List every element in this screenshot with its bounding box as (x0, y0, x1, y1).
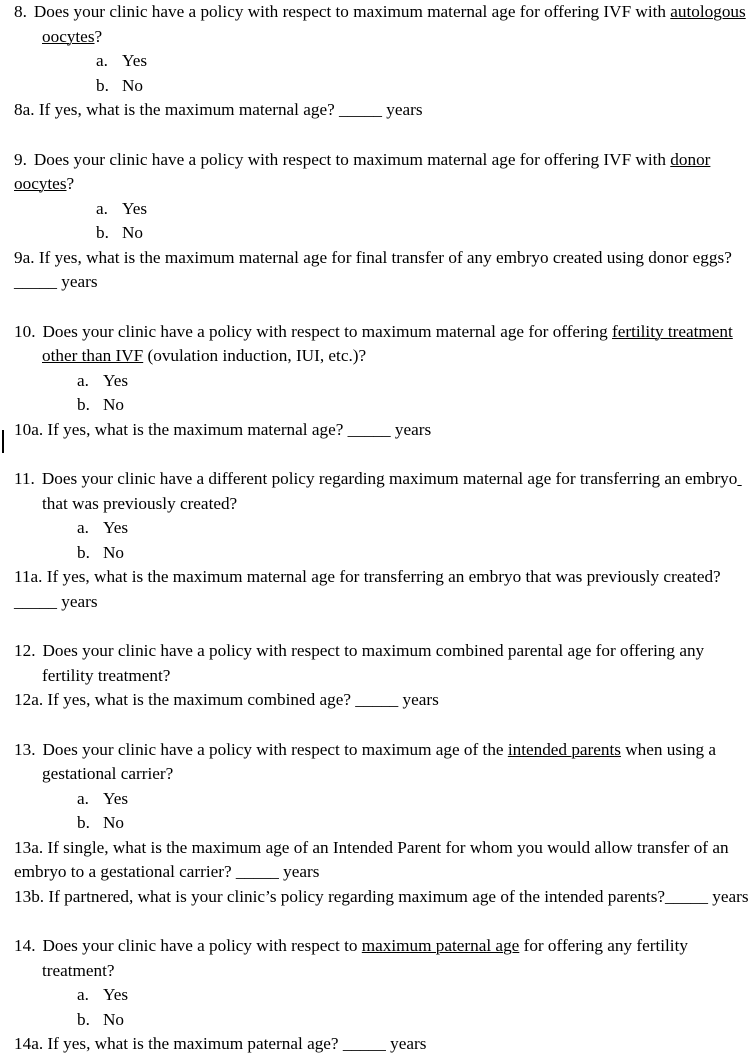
question-14-options (0, 983, 750, 1032)
section-spacer (0, 442, 750, 467)
question-13-underlined-term: intended parents (507, 739, 621, 759)
question-13a-blank[interactable]: _____ (235, 862, 279, 881)
question-9-option-a[interactable] (0, 197, 750, 222)
question-block-10 (0, 320, 750, 443)
question-8-options (0, 49, 750, 98)
option-label: Yes (122, 51, 148, 70)
question-12a-blank[interactable]: _____ (355, 690, 399, 709)
question-13-options (0, 787, 750, 836)
section-spacer (0, 713, 750, 738)
option-label: No (103, 813, 125, 832)
question-10-option-a[interactable] (0, 369, 750, 394)
question-13a-unit: years (283, 862, 320, 881)
question-10-number: 10. (14, 321, 36, 341)
question-13-number: 13. (14, 739, 36, 759)
question-9-underlined-term: donor oocytes (14, 149, 711, 193)
question-13b-blank[interactable]: _____ (665, 886, 708, 906)
question-14-option-b[interactable] (0, 1008, 750, 1033)
option-label: Yes (103, 985, 129, 1004)
question-12-body: Does your clinic have a policy with respect to maximum combined parental age for offering any fertility treatment? (42, 641, 705, 685)
question-10-tail: (ovulation induction, IUI, etc.)? (143, 346, 367, 365)
option-label: No (122, 223, 144, 242)
question-12-number: 12. (14, 641, 36, 660)
question-10a-label: 10a. (14, 419, 44, 439)
question-12a-label: 12a. (14, 690, 44, 709)
question-10a-body: If yes, what is the maximum maternal age? (47, 419, 344, 439)
option-letter: a. (96, 51, 108, 70)
question-9-number: 9. (14, 149, 27, 169)
question-11-body: Does your clinic have a different policy regarding maximum maternal age for transferring an embryo (41, 469, 738, 488)
option-letter: b. (77, 813, 90, 832)
question-8a-unit: years (386, 100, 423, 119)
question-9-tail: ? (66, 174, 75, 193)
question-12-text (0, 639, 750, 688)
section-spacer (0, 909, 750, 934)
question-13a-text (0, 836, 750, 885)
question-11-number: 11. (14, 469, 35, 488)
question-11-text (0, 467, 750, 516)
option-label: No (103, 542, 125, 562)
question-11-option-a[interactable] (0, 516, 750, 541)
question-block-8 (0, 0, 750, 123)
question-9-text (0, 148, 750, 197)
question-13-text (0, 738, 750, 787)
question-10-text (0, 320, 750, 369)
option-letter: b. (77, 1009, 90, 1029)
question-11-tail: that was previously created? (42, 493, 238, 513)
question-14a-body: If yes, what is the maximum paternal age? (47, 1034, 339, 1053)
section-spacer (0, 295, 750, 320)
question-block-14 (0, 934, 750, 1057)
question-9-options (0, 197, 750, 246)
question-11a-text (0, 565, 750, 614)
option-letter: a. (77, 518, 89, 537)
question-8-option-b[interactable] (0, 74, 750, 99)
question-9a-blank[interactable]: _____ (14, 272, 57, 291)
question-13b-text (0, 885, 750, 910)
question-13a-body: If single, what is the maximum age of an Intended Parent for whom you would allow transfer of an embryo to a gestational carrier? (14, 837, 729, 881)
option-label: Yes (122, 198, 148, 218)
question-11a-body: If yes, what is the maximum maternal age for transferring an embryo that was previously created? (46, 567, 721, 586)
option-label: No (103, 395, 125, 414)
question-14-number: 14. (14, 936, 36, 955)
option-letter: b. (77, 395, 90, 414)
question-14-body: Does your clinic have a policy with respect to (42, 936, 362, 955)
option-label: Yes (103, 518, 129, 537)
question-9a-unit: years (61, 272, 98, 291)
option-letter: b. (96, 223, 109, 242)
question-13-option-b[interactable] (0, 811, 750, 836)
question-14a-label: 14a. (14, 1034, 44, 1053)
question-8-number: 8. (14, 2, 27, 21)
question-12a-text (0, 688, 750, 713)
question-13a-label: 13a. (14, 837, 44, 857)
option-label: No (103, 1009, 125, 1029)
tracked-change-underscore (737, 469, 741, 488)
question-8-tail: ? (94, 26, 103, 46)
question-13b-unit: years (712, 886, 749, 906)
question-13-body: Does your clinic have a policy with respect to maximum age of the (42, 739, 508, 759)
question-8-underlined-term: autologous oocytes (42, 2, 746, 46)
question-10-underlined-term: fertility treatment other than IVF (42, 321, 733, 365)
question-12a-unit: years (402, 690, 439, 709)
option-label: Yes (103, 370, 129, 390)
option-letter: a. (96, 198, 108, 218)
question-8-option-a[interactable] (0, 49, 750, 74)
question-10a-blank[interactable]: _____ (347, 419, 391, 439)
option-letter: a. (77, 985, 89, 1004)
question-14-option-a[interactable] (0, 983, 750, 1008)
question-14-text (0, 934, 750, 983)
question-8a-label: 8a. (14, 100, 35, 119)
question-10-option-b[interactable] (0, 393, 750, 418)
question-11a-label: 11a. (14, 567, 43, 586)
question-13-tail: when using a gestational carrier? (42, 739, 716, 783)
question-8a-blank[interactable]: _____ (339, 100, 382, 119)
option-letter: b. (77, 542, 90, 562)
question-14a-text (0, 1032, 750, 1057)
option-letter: a. (77, 788, 89, 808)
question-14a-blank[interactable]: _____ (342, 1034, 386, 1053)
question-13b-label: 13b. (14, 886, 45, 906)
option-letter: a. (77, 370, 89, 390)
question-14-underlined-term: maximum paternal age (361, 936, 520, 955)
question-9a-text (0, 246, 750, 295)
question-14a-unit: years (390, 1034, 427, 1053)
question-13b-body: If partnered, what is your clinic’s policy regarding maximum age of the intended parents? (48, 886, 666, 906)
question-10-options (0, 369, 750, 418)
question-8a-body: If yes, what is the maximum maternal age? (38, 100, 335, 119)
question-10a-text (0, 418, 750, 443)
question-10-body: Does your clinic have a policy with respect to maximum maternal age for offering (42, 321, 613, 341)
question-block-11 (0, 467, 750, 614)
question-block-12 (0, 639, 750, 713)
question-8-body: Does your clinic have a policy with respect to maximum maternal age for offering IVF with (33, 2, 671, 21)
option-label: No (122, 75, 144, 95)
section-spacer (0, 123, 750, 148)
question-13-option-a[interactable] (0, 787, 750, 812)
question-9-body: Does your clinic have a policy with respect to maximum maternal age for offering IVF with (33, 149, 671, 169)
option-label: Yes (103, 788, 129, 808)
question-11a-blank[interactable]: _____ (14, 591, 57, 611)
question-11-option-b[interactable] (0, 541, 750, 566)
option-letter: b. (96, 75, 109, 95)
question-9a-body: If yes, what is the maximum maternal age for final transfer of any embryo created using donor eggs? (38, 247, 732, 267)
question-9-option-b[interactable] (0, 221, 750, 246)
question-11a-unit: years (61, 591, 98, 611)
question-block-9 (0, 148, 750, 295)
question-8a-text (0, 98, 750, 123)
question-9a-label: 9a. (14, 247, 35, 267)
question-10a-unit: years (394, 419, 432, 439)
section-spacer (0, 614, 750, 639)
question-11-options (0, 516, 750, 565)
question-12a-body: If yes, what is the maximum combined age? (47, 690, 351, 709)
question-14-tail: for offering any fertility treatment? (42, 936, 688, 980)
question-block-13 (0, 738, 750, 910)
question-8-text (0, 0, 750, 49)
